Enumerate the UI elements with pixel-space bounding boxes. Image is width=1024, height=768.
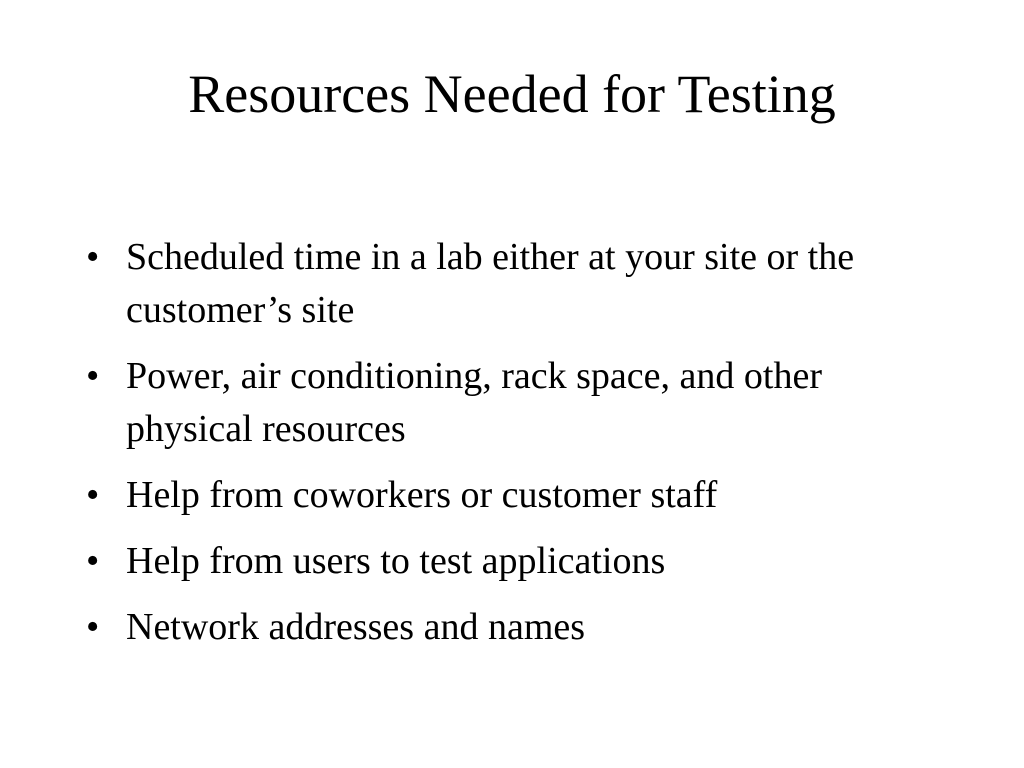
bullet-item-2	[86, 350, 956, 456]
bullet-text: Scheduled time in a lab either at your site or the customer’s site	[126, 236, 855, 331]
bullet-icon: •	[86, 540, 100, 582]
bullet-item-1	[86, 231, 956, 337]
bullet-icon: •	[86, 474, 100, 516]
bullet-icon: •	[86, 355, 100, 397]
bullet-list	[86, 231, 956, 667]
bullet-text: Help from coworkers or customer staff	[126, 474, 718, 516]
bullet-item-5	[86, 601, 956, 654]
bullet-text: Power, air conditioning, rack space, and other physical resources	[126, 355, 822, 450]
bullet-icon: •	[86, 236, 100, 278]
bullet-item-3	[86, 469, 956, 522]
bullet-icon: •	[86, 606, 100, 648]
bullet-text: Help from users to test applications	[126, 540, 666, 582]
bullet-item-4	[86, 535, 956, 588]
bullet-text: Network addresses and names	[126, 606, 586, 648]
slide-title: Resources Needed for Testing	[188, 64, 836, 124]
